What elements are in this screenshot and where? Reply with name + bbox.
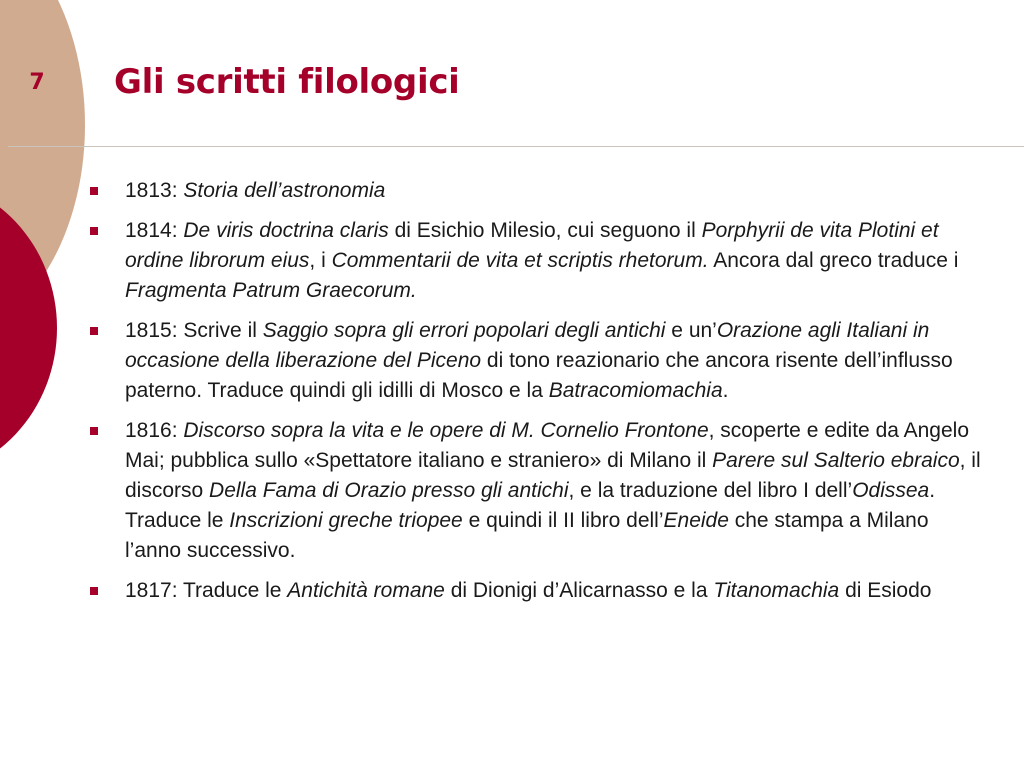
text-segment: , scoperte e edite da Angelo Mai; pubblica sullo «Spettatore italiano e straniero» di Milano il xyxy=(125,419,969,472)
bullet-item-1814 xyxy=(88,216,988,306)
work-title: Discorso sopra la vita e le opere di M. Cornelio Frontone xyxy=(183,419,709,442)
work-title: Fragmenta Patrum Graecorum. xyxy=(125,279,417,302)
work-title: Batracomiomachia xyxy=(548,379,723,402)
item-text xyxy=(125,219,958,302)
text-segment: , il discorso xyxy=(125,449,981,502)
bullet-item-1817 xyxy=(88,576,988,606)
work-title: Parere sul Salterio ebraico xyxy=(712,449,960,472)
square-bullet-icon xyxy=(90,187,98,195)
work-title: Antichità romane xyxy=(287,579,445,602)
square-bullet-icon xyxy=(90,427,98,435)
text-segment: di Dionigi d’Alicarnasso e la xyxy=(444,579,714,602)
bullet-list xyxy=(88,176,988,616)
text-segment: , i xyxy=(309,249,332,272)
work-title: Commentarii de vita et scriptis rhetorum. xyxy=(331,249,709,272)
text-segment: , e la traduzione del libro I dell’ xyxy=(568,479,853,502)
text-segment: di Esichio Milesio, cui seguono il xyxy=(388,219,702,242)
slide-title: Gli scritti filologici xyxy=(114,62,460,102)
text-segment: 1817: Traduce le xyxy=(125,579,288,602)
title-divider xyxy=(8,146,1024,147)
text-segment: di Esiodo xyxy=(839,579,932,602)
bullet-item-1813 xyxy=(88,176,988,206)
square-bullet-icon xyxy=(90,327,98,335)
work-title: Odissea xyxy=(852,479,930,502)
item-text xyxy=(125,179,385,202)
item-text xyxy=(125,579,931,602)
text-segment: 1814: xyxy=(125,219,184,242)
work-title: Saggio sopra gli errori popolari degli antichi xyxy=(262,319,666,342)
square-bullet-icon xyxy=(90,227,98,235)
text-segment: 1815: Scrive il xyxy=(125,319,263,342)
text-segment: e quindi il II libro dell’ xyxy=(462,509,664,532)
work-title: Eneide xyxy=(663,509,729,532)
square-bullet-icon xyxy=(90,587,98,595)
work-title: De viris doctrina claris xyxy=(183,219,389,242)
work-title: Della Fama di Orazio presso gli antichi xyxy=(209,479,569,502)
work-title: Porphyrii de vita Plotini et ordine librorum eius xyxy=(125,219,939,272)
text-segment: 1813: xyxy=(125,179,184,202)
work-title: Inscrizioni greche triopee xyxy=(229,509,463,532)
text-segment: e un’ xyxy=(665,319,717,342)
text-segment: Ancora dal greco traduce i xyxy=(708,249,959,272)
work-title: Orazione agli Italiani in occasione della liberazione del Piceno xyxy=(125,319,930,372)
work-title: Titanomachia xyxy=(713,579,840,602)
bullet-item-1815 xyxy=(88,316,988,406)
text-segment: di tono reazionario che ancora risente dell’influsso paterno. Traduce quindi gli idilli di Mosco e la xyxy=(125,349,953,402)
slide-number: 7 xyxy=(29,70,45,95)
item-text xyxy=(125,419,981,562)
text-segment: . Traduce le xyxy=(125,479,936,532)
bullet-item-1816 xyxy=(88,416,988,566)
text-segment: 1816: xyxy=(125,419,184,442)
text-segment: che stampa a Milano l’anno successivo. xyxy=(125,509,929,562)
work-title: Storia dell’astronomia xyxy=(183,179,386,202)
item-text xyxy=(125,319,953,402)
text-segment: . xyxy=(722,379,729,402)
